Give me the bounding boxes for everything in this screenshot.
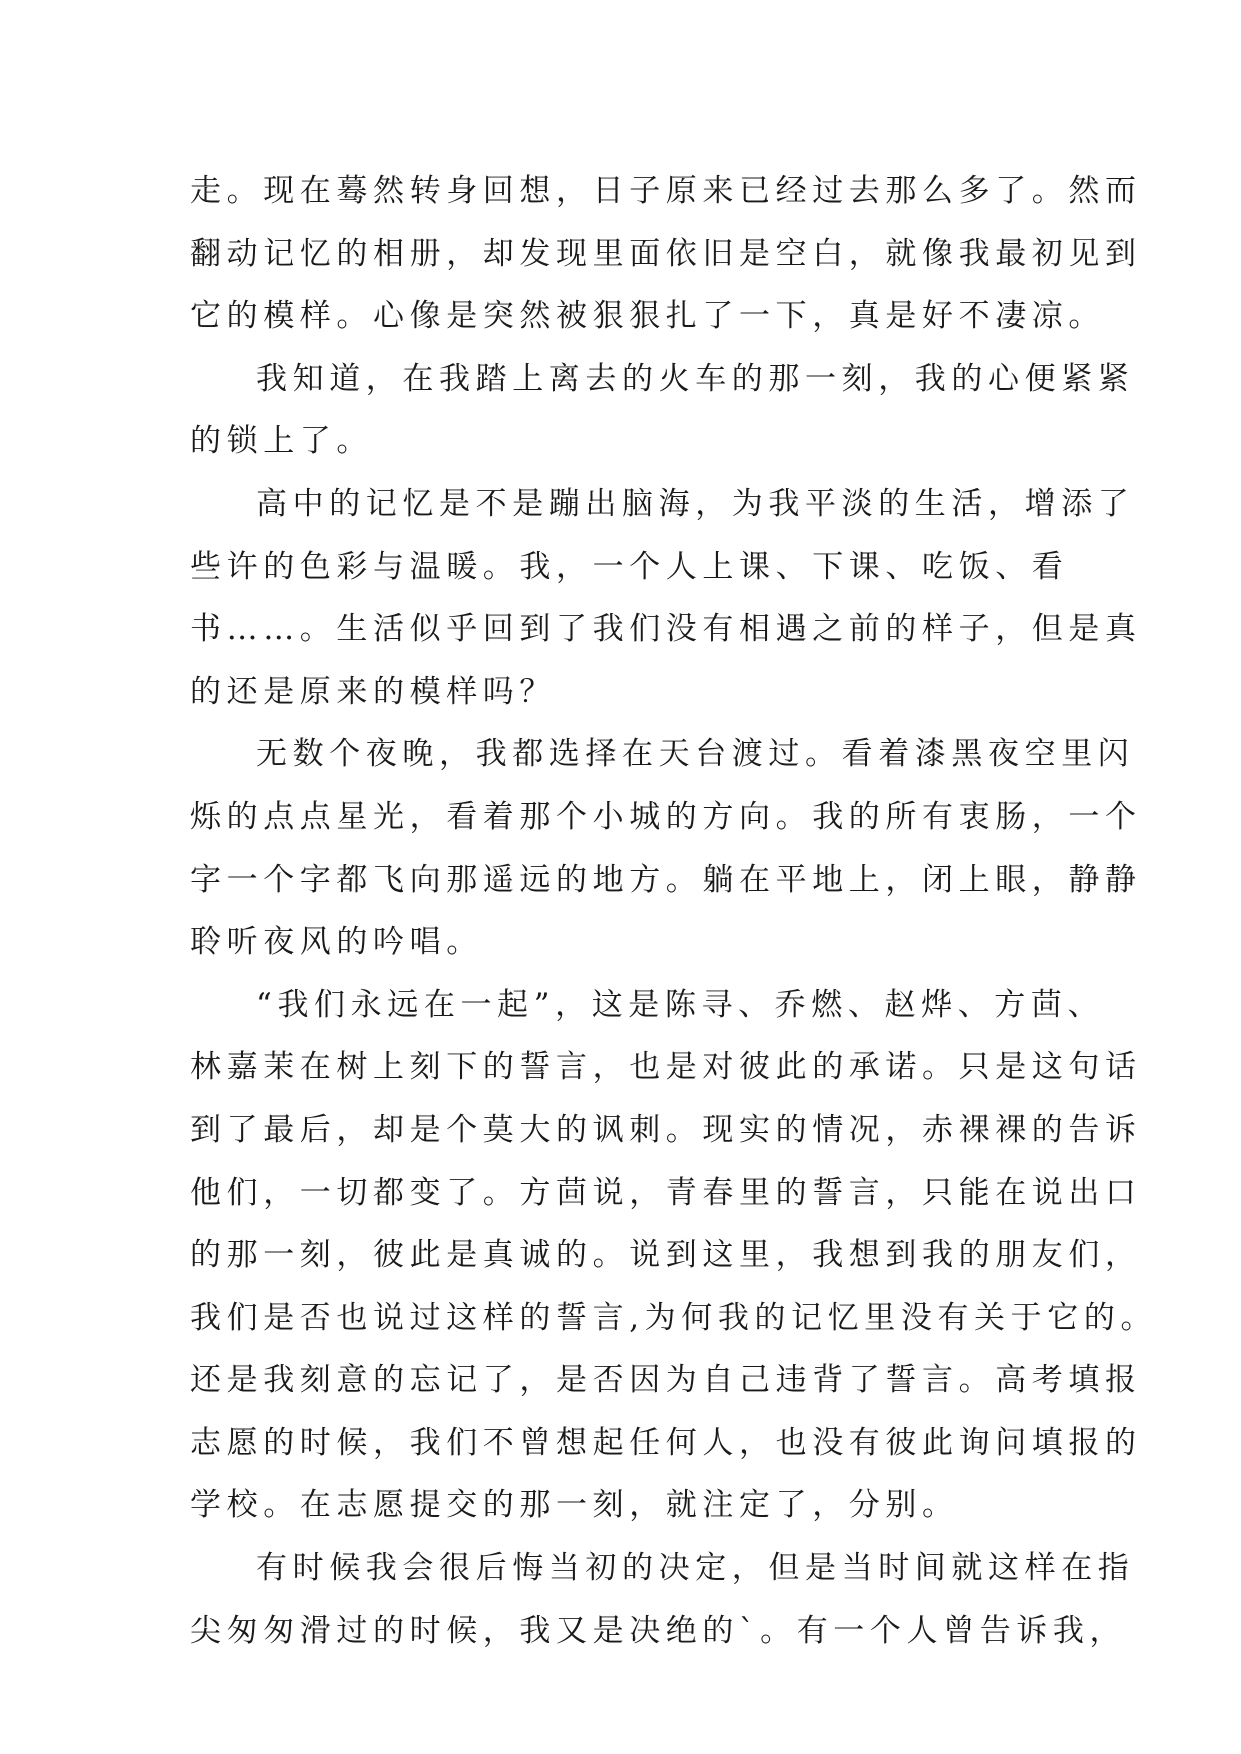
text-line: 字一个字都飞向那遥远的地方。躺在平地上，闭上眼，静静 [190,861,1142,898]
text-line: 聆听夜风的吟唱。 [190,924,483,961]
text-line: 我们是否也说过这样的誓言,为何我的记忆里没有关于它的。 [190,1299,1158,1336]
text-line: 林嘉茉在树上刻下的誓言，也是对彼此的承诺。只是这句话 [190,1049,1142,1086]
text-line: 尖匆匆滑过的时候，我又是决绝的`。有一个人曾告诉我， [190,1612,1127,1649]
text-line: 高中的记忆是不是蹦出脑海，为我平淡的生活，增添了 [256,485,1135,522]
text-line: 它的模样。心像是突然被狠狠扎了一下，真是好不凄凉。 [190,298,1105,335]
text-line: 的还是原来的模样吗？ [190,673,556,710]
text-line: 的那一刻，彼此是真诚的。说到这里，我想到我的朋友们， [190,1237,1142,1274]
text-line: 我知道，在我踏上离去的火车的那一刻，我的心便紧紧 [256,360,1135,397]
text-line: 志愿的时候，我们不曾想起任何人，也没有彼此询问填报的 [190,1424,1142,1461]
text-line: 他们，一切都变了。方茴说，青春里的誓言，只能在说出口 [190,1174,1142,1211]
text-line: 的锁上了。 [190,423,373,460]
text-line: “我们永远在一起”，这是陈寻、乔燃、赵烨、方茴、 [256,986,1105,1023]
text-line: 有时候我会很后悔当初的决定，但是当时间就这样在指 [256,1550,1135,1587]
text-line: 到了最后，却是个莫大的讽刺。现实的情况，赤裸裸的告诉 [190,1111,1142,1148]
text-line: 还是我刻意的忘记了，是否因为自己违背了誓言。高考填报 [190,1362,1142,1399]
text-line: 无数个夜晚，我都选择在天台渡过。看着漆黑夜空里闪 [256,736,1135,773]
text-line: 书……。生活似乎回到了我们没有相遇之前的样子，但是真 [190,611,1142,648]
text-line: 些许的色彩与温暖。我，一个人上课、下课、吃饭、看 [190,548,1069,585]
body-text [190,160,1158,1662]
text-line: 学校。在志愿提交的那一刻，就注定了，分别。 [190,1487,959,1524]
text-line: 走。现在蓦然转身回想，日子原来已经过去那么多了。然而 [190,173,1142,209]
text-line: 烁的点点星光，看着那个小城的方向。我的所有衷肠，一个 [190,798,1142,835]
text-line: 翻动记忆的相册，却发现里面依旧是空白，就像我最初见到 [190,235,1142,272]
